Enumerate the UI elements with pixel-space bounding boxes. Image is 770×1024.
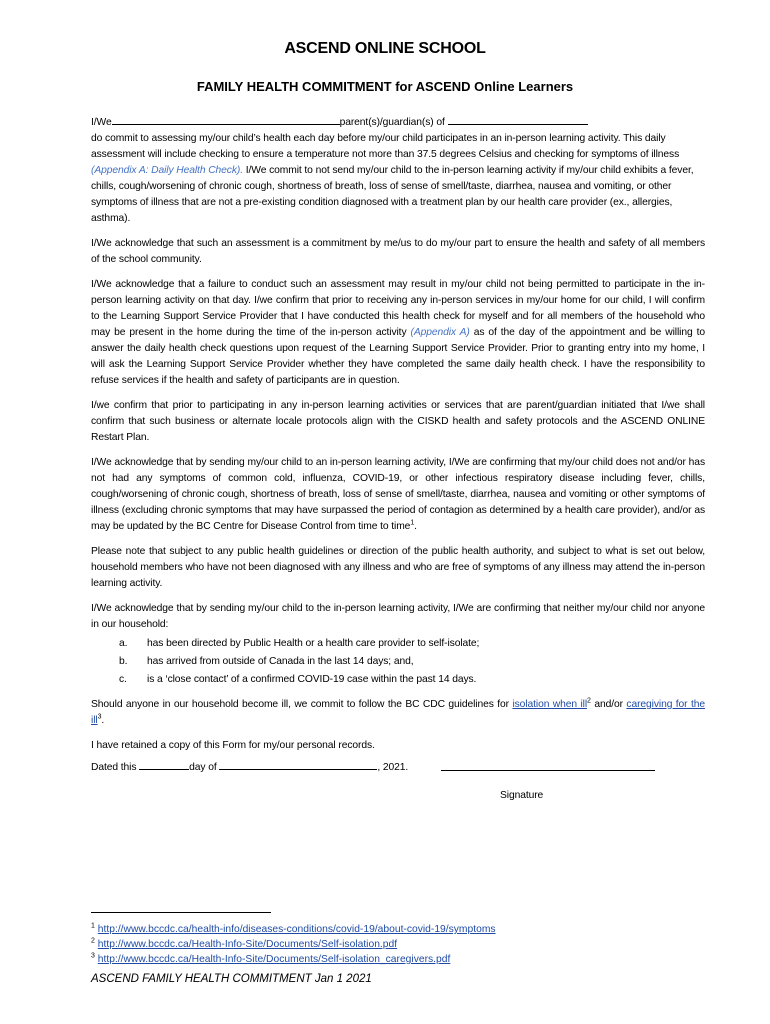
day-of-label: day of <box>189 762 217 773</box>
footnote-ref: 2 <box>587 697 591 705</box>
appendix-reference: (Appendix A: Daily Health Check). <box>91 165 243 176</box>
paragraph-acknowledge-assessment: I/We acknowledge that such an assessment is a commitment by me/us to do my/our part to ensure the health and safety of all members of the school community. <box>91 238 705 265</box>
text-segment: do commit to assessing my/our child’s health each day before my/our child participates in an in-person learning activity. This daily assessment will include checking to ensure a temperature not more than 37.5 degrees Celsius and checking for symptoms of illness <box>91 133 680 160</box>
footnote-link[interactable]: http://www.bccdc.ca/Health-Info-Site/Documents/Self-isolation.pdf <box>97 939 398 950</box>
appendix-reference: (Appendix A) <box>410 327 470 338</box>
blank-day-line <box>139 758 189 770</box>
household-conditions-list <box>91 635 705 689</box>
footnote-ref: 3 <box>97 713 102 721</box>
text-segment: I/We acknowledge that by sending my/our child to an in-person learning activity, I/We are confirming that my/our child does not and/or has not had any symptoms of common cold, influenza, COVID-19, or other infectious respiratory disease including fever, chills, cough/worsening of chronic cough, shortness of breath, loss of sense of smell/taste, diarrhea, nausea and vomiting or other symptoms of illness (excluding chronic symptoms that may have surpassed the period of contagion as determined by a health care provider), and/or as may be updated by the BC Centre for Disease Control from time to time <box>91 457 705 532</box>
text-segment: I/We commit to not send my/our child to the in-person learning activity if my/our child exhibits a fever, chills, cough/worsening of chronic cough, shortness of breath, loss of sense of smell/taste, diarrhea, nausea and vomiting, or other symptoms of illness that are not a pre-existing condition diagnosed with a treatment plan by our health care provider (ex., allergies, asthma). <box>91 165 694 224</box>
dated-signature-row <box>91 758 705 801</box>
footnote-item <box>91 952 496 967</box>
footnotes <box>91 922 496 967</box>
footnote-item <box>91 937 496 952</box>
paragraph-acknowledge-failure <box>91 277 705 389</box>
list-item-text: has arrived from outside of Canada in the last 14 days; and, <box>147 656 414 667</box>
text-segment: I/We <box>91 117 112 128</box>
footnote-number: 2 <box>91 937 95 945</box>
list-item-label: a. <box>119 638 128 649</box>
footnote-link[interactable]: http://www.bccdc.ca/Health-Info-Site/Documents/Self-isolation_caregivers.pdf <box>97 954 451 965</box>
blank-child-name-line <box>448 113 588 125</box>
list-item-text: is a ‘close contact’ of a confirmed COVID-19 case within the past 14 days. <box>147 674 477 685</box>
list-item-label: b. <box>119 656 128 667</box>
document-footer: ASCEND FAMILY HEALTH COMMITMENT Jan 1 2021 <box>91 973 372 985</box>
document-title: ASCEND ONLINE SCHOOL <box>284 40 486 57</box>
signature-line <box>441 770 655 771</box>
text-segment: I/We acknowledge that a failure to conduct such an assessment may result in my/our child not being permitted to participate in the in-person learning activity on that day. I/we confirm that prior to receiving any in-person services in my/our home for our child, I will confirm to the Learning Support Service Provider that I have conducted this health check for myself and for all members of the household who may be present in the home during the time of the in-person activity <box>91 279 705 338</box>
paragraph-protocols: I/we confirm that prior to participating in any in-person learning activities or services that are parent/guardian initiated that I/we shall confirm that such business or alternate locale protocols align with the CISKD health and safety protocols and the ASCEND ONLINE Restart Plan. <box>91 400 705 443</box>
text-segment: parent(s)/guardian(s) of <box>339 117 445 128</box>
document-body <box>91 113 705 801</box>
text-segment: and/or <box>590 699 627 710</box>
dated-label: Dated this <box>91 762 137 773</box>
footnote-number: 1 <box>91 922 95 930</box>
footnote-number: 3 <box>91 952 95 960</box>
list-item <box>91 653 705 671</box>
document-subtitle: FAMILY HEALTH COMMITMENT for ASCEND Online Learners <box>196 79 574 94</box>
paragraph-illness-guidelines: Should anyone in our household become ill, we commit to follow the BC CDC guidelines for isolation when ill$^2$ and/or caregiving for the ill$^3$. <box>91 697 705 726</box>
paragraph-retained-copy: I have retained a copy of this Form for my/our personal records. <box>91 740 375 751</box>
caregiving-link[interactable]: caregiving for the ill <box>91 699 705 726</box>
blank-parent-name-line <box>112 113 340 125</box>
footnote-ref: 1 <box>410 519 415 527</box>
signature-label: Signature <box>500 790 544 801</box>
list-item-text: has been directed by Public Health or a health care provider to self-isolate; <box>147 638 480 649</box>
blank-month-line <box>219 758 377 770</box>
list-item-label: c. <box>119 674 127 685</box>
footnote-divider <box>91 912 271 913</box>
footnote-link[interactable]: http://www.bccdc.ca/health-info/diseases-conditions/covid-19/about-covid-19/symptoms <box>97 924 496 935</box>
text-segment: Should anyone in our household become ill, we commit to follow the BC CDC guidelines for <box>91 699 513 710</box>
isolation-link[interactable]: isolation when ill <box>512 699 588 710</box>
footnote-item <box>91 922 496 937</box>
year-label: , 2021. <box>377 762 409 773</box>
list-item <box>91 671 705 689</box>
list-item <box>91 635 705 653</box>
text-segment: as of the day of the appointment and be willing to answer the daily health check questions upon request of the Learning Support Service Provider. Prior to granting entry into my home, I will ask the Learning Support Service Provider whether they have completed the same daily health check. I have the responsibility to refuse services if the health and safety of participants are in question. <box>91 327 705 386</box>
paragraph-household-confirm: I/We acknowledge that by sending my/our child to the in-person learning activity, I/We are confirming that neither my/our child nor anyone in our household: <box>91 603 705 630</box>
paragraph-commitment <box>91 113 705 227</box>
paragraph-symptoms: I/We acknowledge that by sending my/our child to an in-person learning activity, I/We are confirming that my/our child does not and/or has not had any symptoms of common cold, influenza, COVID-19, or other infectious respiratory disease including fever, chills, cough/worsening of chronic cough, shortness of breath, loss of sense of smell/taste, diarrhea, nausea and vomiting or other symptoms of illness (excluding chronic symptoms that may have surpassed the period of contagion as determined by a health care provider), and/or as may be updated by the BC Centre for Disease Control from time to time$^1$. <box>91 457 705 532</box>
paragraph-household-members: Please note that subject to any public health guidelines or direction of the public health authority, and subject to what is set out below, household members who have not been diagnosed with any illness and who are free of symptoms of any illness may attend the in-person learning activity. <box>91 546 705 589</box>
